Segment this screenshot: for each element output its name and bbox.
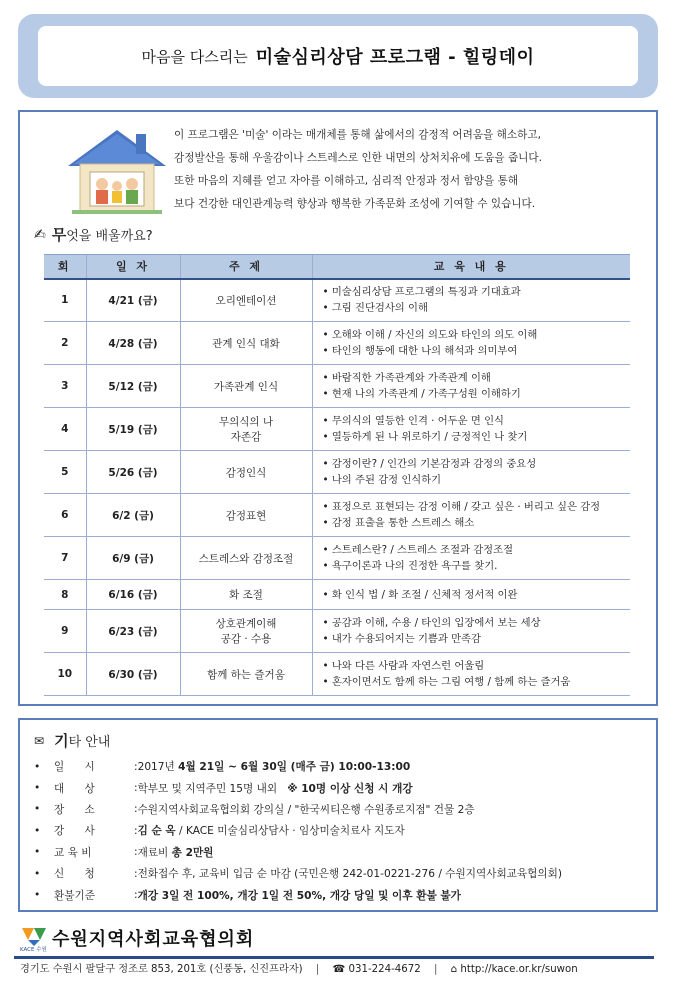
cell-content <box>312 322 630 365</box>
cell-content <box>312 610 630 653</box>
info-list <box>34 756 650 906</box>
topic-line: 스트레스와 감정조절 <box>198 552 294 565</box>
content-line: • 공감과 이해, 수용 / 타인의 입장에서 보는 세상 <box>322 617 541 629</box>
info-value <box>138 866 562 881</box>
cell-date: 6/30 (금) <box>86 653 180 696</box>
cell-topic <box>180 451 312 494</box>
topic-line: 관계 인식 대화 <box>212 337 280 350</box>
topic-line: 오리엔테이션 <box>215 294 277 307</box>
info-section <box>18 718 658 912</box>
topic-line: 감정인식 <box>225 466 267 479</box>
col-header-topic: 주 제 <box>180 255 312 279</box>
learn-heading-first: 무 <box>51 226 67 244</box>
table-row <box>44 610 630 653</box>
info-label: 교 육 비 <box>54 846 92 859</box>
info-row <box>34 863 650 884</box>
separator: | <box>433 964 438 975</box>
cell-content <box>312 279 630 322</box>
intro-text <box>174 124 644 216</box>
table-row <box>44 408 630 451</box>
title-prefix: 마음을 다스리는 <box>141 47 248 66</box>
info-heading-rest: 타 안내 <box>68 735 111 750</box>
table-header-row <box>44 255 630 279</box>
pen-icon: ✍ <box>34 226 46 243</box>
bullet-icon: • <box>34 760 41 773</box>
mail-icon: ✉ <box>34 733 45 748</box>
logo-text: KACE 수원 <box>20 947 47 952</box>
cell-session: 2 <box>44 322 86 365</box>
topic-line: 화 조절 <box>229 589 263 601</box>
topic-line: 공감 · 수용 <box>220 633 272 645</box>
home-icon: ⌂ <box>450 964 458 975</box>
topic-line: 무의식의 나 <box>218 416 274 428</box>
colon: : <box>134 867 138 880</box>
cell-content <box>312 653 630 696</box>
info-value-part: 개강 3일 전 100%, 개강 1일 전 50%, 개강 당일 및 이후 환불 불가 <box>137 889 461 902</box>
info-heading <box>34 730 110 751</box>
info-row <box>34 884 650 905</box>
info-value-part: ※ 10명 이상 신청 시 개강 <box>287 782 413 795</box>
cell-session: 4 <box>44 408 86 451</box>
content-line: • 나와 다른 사람과 자연스런 어울림 <box>322 660 485 672</box>
cell-topic <box>180 494 312 537</box>
info-value-part: 김 순 옥 <box>137 825 176 838</box>
info-row <box>34 820 650 841</box>
footer-divider <box>14 956 654 959</box>
content-line: • 감정 표출을 통한 스트레스 해소 <box>322 517 475 529</box>
cell-topic <box>180 408 312 451</box>
content-line: • 욕구이론과 나의 진정한 욕구를 찾기. <box>322 560 498 572</box>
info-label: 일 시 <box>54 761 95 774</box>
house-family-icon <box>62 126 172 216</box>
address: 경기도 수원시 팔달구 정조로 853, 201호 (신풍동, 신진프라자) <box>20 964 303 975</box>
bullet-icon: • <box>34 867 41 880</box>
intro-line: 또한 마음의 지혜를 얻고 자아를 이해하고, 심리적 안정과 정서 함양을 통해 <box>174 175 519 187</box>
bullet-icon: • <box>34 803 41 816</box>
colon: : <box>134 760 138 773</box>
bullet-icon: • <box>34 782 41 795</box>
table-row <box>44 653 630 696</box>
topic-line: 가족관계 인식 <box>213 380 279 393</box>
content-line: • 내가 수용되어지는 기쁨과 만족감 <box>322 633 481 645</box>
content-line: • 미술심리상담 프로그램의 특징과 기대효과 <box>322 286 521 299</box>
cell-date: 6/2 (금) <box>86 494 180 537</box>
content-line: • 무의식의 열등한 인격 · 어두운 면 인식 <box>322 415 504 427</box>
colon: : <box>134 803 138 816</box>
info-value-part: 수원지역사회교육협의회 강의실 / "한국씨티은행 수원종로지점" 건물 2층 <box>137 803 475 816</box>
topic-line: 감정표현 <box>225 509 267 522</box>
info-value-part: 총 2만원 <box>171 846 214 859</box>
title-box <box>38 26 638 86</box>
info-value <box>138 823 405 838</box>
content-line: • 스트레스란? / 스트레스 조절과 감정조절 <box>322 544 514 556</box>
cell-topic <box>180 537 312 580</box>
cell-date: 6/9 (금) <box>86 537 180 580</box>
cell-content <box>312 365 630 408</box>
info-row <box>34 799 650 820</box>
colon: : <box>134 824 138 837</box>
footer <box>14 922 664 978</box>
learn-heading <box>34 224 153 245</box>
info-value-part: 2017년 <box>137 761 179 774</box>
cell-topic <box>180 580 312 610</box>
info-row <box>34 842 650 863</box>
schedule-table <box>44 254 630 696</box>
cell-date: 4/21 (금) <box>86 279 180 322</box>
info-value <box>138 845 214 860</box>
info-value-part: 4월 21일 ~ 6월 30일 (매주 금) 10:00-13:00 <box>178 761 411 774</box>
cell-content <box>312 580 630 610</box>
content-line: • 화 인식 법 / 화 조절 / 신체적 정서적 이완 <box>322 588 518 601</box>
table-row <box>44 365 630 408</box>
info-value <box>138 888 461 903</box>
intro-line: 보다 건강한 대인관계능력 향상과 행복한 가족문화 조성에 기여할 수 있습니다. <box>174 198 536 210</box>
org-name: 수원지역사회교육협의회 <box>52 929 255 950</box>
colon: : <box>134 889 138 902</box>
info-row <box>34 756 650 777</box>
phone[interactable]: 031-224-4672 <box>348 964 421 975</box>
info-label: 대 상 <box>54 782 95 795</box>
cell-session: 8 <box>44 580 86 610</box>
separator: | <box>315 964 320 975</box>
kace-logo <box>20 926 50 952</box>
table-row <box>44 494 630 537</box>
info-row <box>34 777 650 798</box>
intro-line: 이 프로그램은 '미술' 이라는 매개체를 통해 삶에서의 감정적 어려움을 해소하고, <box>174 129 541 141</box>
cell-session: 10 <box>44 653 86 696</box>
content-line: • 혼자이면서도 함께 하는 그림 여행 / 함께 하는 즐거움 <box>322 676 571 688</box>
info-label: 신 청 <box>54 868 95 881</box>
cell-date: 5/12 (금) <box>86 365 180 408</box>
info-value-part: 전화접수 후, 교육비 입금 순 마감 (국민은행 242-01-0221-276 / 수원지역사회교육협의회) <box>137 868 562 881</box>
colon: : <box>134 846 138 859</box>
content-line: • 오해와 이해 / 자신의 의도와 타인의 의도 이해 <box>322 329 538 341</box>
topic-line: 함께 하는 즐거움 <box>207 668 285 681</box>
topic-line: 상호관계이해 <box>215 618 277 630</box>
content-line: • 열등하게 된 나 위로하기 / 긍정적인 나 찾기 <box>322 431 528 443</box>
bullet-icon: • <box>34 824 41 837</box>
topic-line: 자존감 <box>230 431 262 443</box>
table-row <box>44 322 630 365</box>
cell-session: 3 <box>44 365 86 408</box>
content-line: • 그림 진단검사의 이해 <box>322 302 428 315</box>
info-value <box>138 759 411 774</box>
col-header-content: 교 육 내 용 <box>312 255 630 279</box>
bullet-icon: • <box>34 846 41 859</box>
cell-topic <box>180 610 312 653</box>
page-title: 미술심리상담 프로그램 - 힐링데이 <box>255 47 535 68</box>
cell-topic <box>180 279 312 322</box>
content-line: • 나의 주된 감정 인식하기 <box>322 474 442 486</box>
colon: : <box>134 782 138 795</box>
cell-content <box>312 494 630 537</box>
table-row <box>44 451 630 494</box>
learn-heading-rest: 엇을 배울까요? <box>66 229 153 244</box>
intro-line: 감정발산을 통해 우울감이나 스트레스로 인한 내면의 상처치유에 도움을 줍니다. <box>174 152 543 164</box>
phone-icon: ☎ <box>332 964 346 975</box>
content-line: • 타인의 행동에 대한 나의 해석과 의미부여 <box>322 345 518 357</box>
cell-date: 6/16 (금) <box>86 580 180 610</box>
cell-date: 5/26 (금) <box>86 451 180 494</box>
content-line: • 바람직한 가족관계와 가족관계 이해 <box>322 372 491 384</box>
info-value <box>138 781 413 796</box>
website-link[interactable]: http://kace.or.kr/suwon <box>460 964 578 975</box>
info-label: 강 사 <box>54 825 95 838</box>
cell-session: 5 <box>44 451 86 494</box>
cell-date: 5/19 (금) <box>86 408 180 451</box>
title-banner <box>18 14 658 98</box>
info-label: 장 소 <box>54 803 95 816</box>
info-value-part: 재료비 <box>137 846 172 859</box>
info-value-part: / KACE 미술심리상담사 · 임상미술치료사 지도자 <box>175 825 405 838</box>
info-value-part: 학부모 및 지역주민 15명 내외 <box>137 782 288 795</box>
cell-session: 9 <box>44 610 86 653</box>
cell-session: 7 <box>44 537 86 580</box>
info-label: 환불기준 <box>54 889 95 902</box>
program-section <box>18 110 658 706</box>
cell-date: 6/23 (금) <box>86 610 180 653</box>
cell-topic <box>180 653 312 696</box>
content-line: • 감정이란? / 인간의 기본감정과 감정의 중요성 <box>322 458 537 470</box>
cell-topic <box>180 365 312 408</box>
cell-date: 4/28 (금) <box>86 322 180 365</box>
table-row <box>44 537 630 580</box>
bullet-icon: • <box>34 889 41 902</box>
col-header-session: 회 <box>44 255 86 279</box>
table-row <box>44 580 630 610</box>
content-line: • 표정으로 표현되는 감정 이해 / 갖고 싶은 · 버리고 싶은 감정 <box>322 501 601 513</box>
cell-topic <box>180 322 312 365</box>
content-line: • 현재 나의 가족관계 / 가족구성원 이해하기 <box>322 388 521 400</box>
cell-content <box>312 451 630 494</box>
cell-content <box>312 408 630 451</box>
cell-session: 1 <box>44 279 86 322</box>
footer-contact <box>20 960 578 975</box>
info-value <box>138 802 475 817</box>
cell-content <box>312 537 630 580</box>
cell-session: 6 <box>44 494 86 537</box>
info-heading-first: 기 <box>54 732 69 750</box>
col-header-date: 일 자 <box>86 255 180 279</box>
table-row <box>44 279 630 322</box>
